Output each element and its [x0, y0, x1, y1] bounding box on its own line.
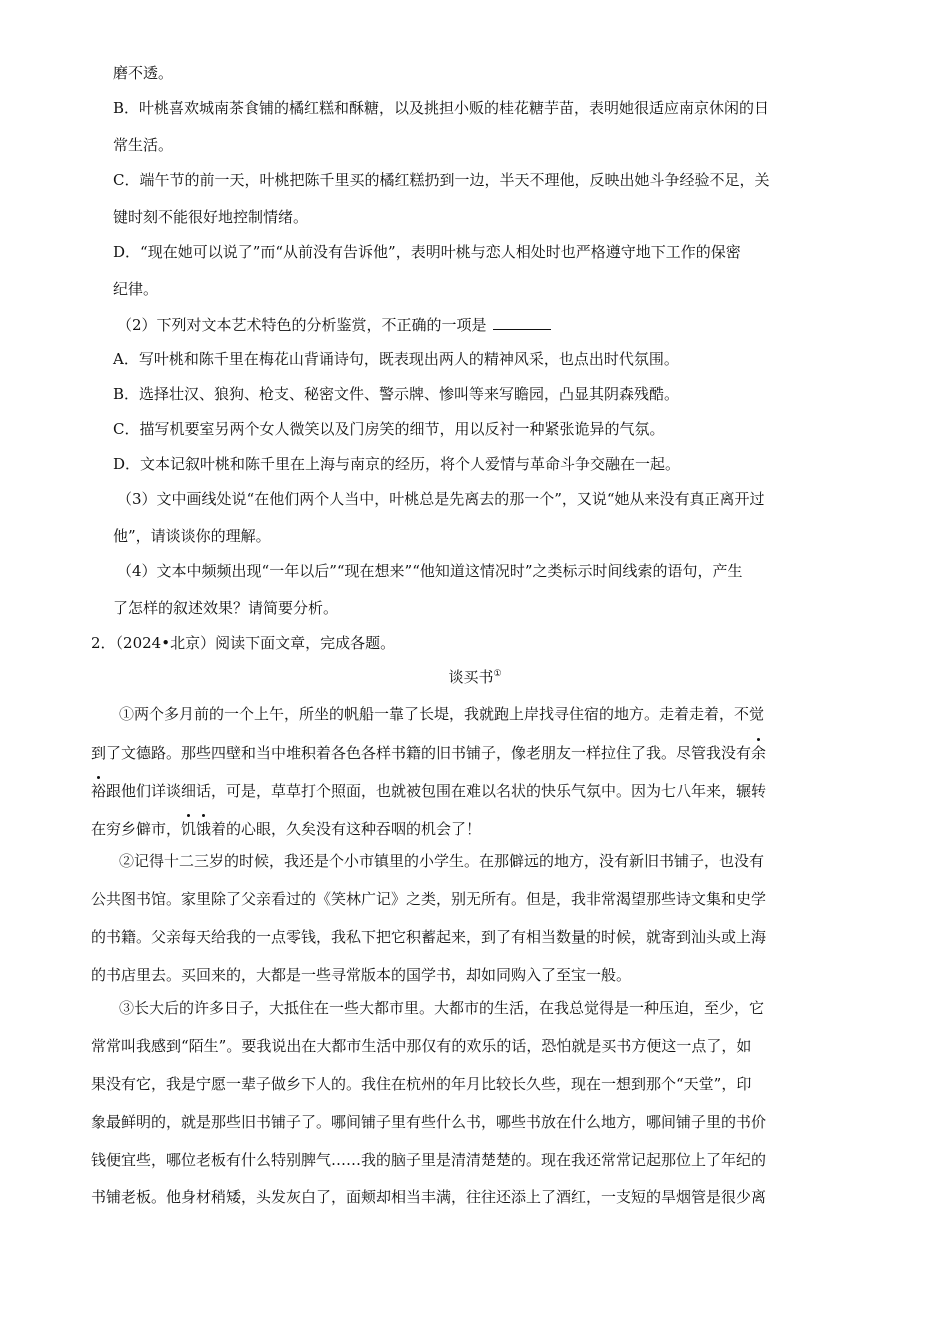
q4-line1: （4）文本中频频出现“一年以后”“现在想来”“他知道这情况时”之类标示时间线索的语句，产生: [117, 562, 743, 580]
article-title: [0, 666, 950, 688]
q3-line1: （3）文中画线处说“在他们两个人当中，叶桃总是先离去的那一个”，又说“她从来没有真正离开过: [117, 490, 765, 508]
q2-option-d: D．文本记叙叶桃和陈千里在上海与南京的经历，将个人爱情与革命斗争交融在一起。: [113, 455, 681, 473]
p3-line4: 象最鲜明的，就是那些旧书铺子了。哪间铺子里有些什么书，哪些书放在什么地方，哪间铺子里的书价: [91, 1113, 767, 1131]
p1-line3: [91, 780, 766, 802]
p3-line3: 果没有它，我是宁愿一辈子做乡下人的。我住在杭州的年月比较长久些，现在一想到那个“天堂”，印: [91, 1075, 752, 1093]
q4-line2: 了怎样的叙述效果？请简要分析。: [113, 599, 339, 617]
article-title-text: 谈买书: [448, 668, 494, 686]
q1-option-d-line2: 纪律。: [113, 280, 159, 298]
p1-line1: ①两个多月前的一个上午，所坐的帆船一靠了长堤，我就跑上岸找寻住宿的地方。走着走着，不觉: [119, 705, 765, 723]
p2-line1: ②记得十二三岁的时候，我还是个小市镇里的小学生。在那僻远的地方，没有新旧书铺子，也没有: [119, 852, 765, 870]
p3-line6: 书铺老板。他身材稍矮，头发灰白了，面颊却相当丰满，往往还添上了酒红，一支短的旱烟管是很少离: [91, 1188, 767, 1206]
q1-option-b-line2: 常生活。: [113, 136, 174, 154]
emphasis-dot-char: 裕: [91, 782, 107, 800]
p1-line4: [91, 818, 481, 840]
question-2-heading: 2．（2024•北京）阅读下面文章，完成各题。: [91, 634, 396, 652]
emphasis-dot-char: 余: [751, 744, 767, 762]
p1-line3-text: 跟他们详谈细话，可是，草草打个照面，也就被包围在难以名状的快乐气氛中。因为七八年来，辗转: [106, 782, 767, 800]
q1-option-b-line1: B．叶桃喜欢城南茶食铺的橘红糕和酥糖，以及挑担小贩的桂花糖芋苗，表明她很适应南京休闲的日: [113, 99, 770, 117]
footnote-marker: ①: [493, 669, 502, 679]
q1-option-b-tail: 磨不透。: [113, 64, 174, 82]
q2-option-b: B．选择壮汉、狼狗、枪支、秘密文件、警示牌、惨叫等来写瞻园，凸显其阴森残酷。: [113, 385, 680, 403]
p2-line3: 的书籍。父亲每天给我的一点零钱，我私下把它积蓄起来，到了有相当数量的时候，就寄到汕头或上海: [91, 928, 767, 946]
p2-line2: 公共图书馆。家里除了父亲看过的《笑林广记》之类，别无所有。但是，我非常渴望那些诗文集和史学: [91, 890, 767, 908]
q3-line2: 他”，请谈谈你的理解。: [113, 527, 271, 545]
q2-option-c: C．描写机要室另两个女人微笑以及门房笑的细节，用以反衬一种紧张诡异的气氛。: [113, 420, 665, 438]
q2-option-a: A．写叶桃和陈千里在梅花山背诵诗句，既表现出两人的精神风采，也点出时代氛围。: [113, 350, 679, 368]
p1-line4-text-b: 着的心眼，久矣没有这种吞咽的机会了！: [211, 820, 482, 838]
p1-line2: [91, 742, 766, 764]
p3-line5: 钱便宜些，哪位老板有什么特别脾气……我的脑子里是清清楚楚的。现在我还常常记起那位上了年纪的: [91, 1151, 767, 1169]
q1-option-c-line1: C．端午节的前一天，叶桃把陈千里买的橘红糕扔到一边，半天不理他，反映出她斗争经验不足，关: [113, 171, 770, 189]
p2-line4: 的书店里去。买回来的，大都是一些寻常版本的国学书，却如同购入了至宝一般。: [91, 966, 632, 984]
p3-line1: ③长大后的许多日子，大抵住在一些大都市里。大都市的生活，在我总觉得是一种压迫，至少，它: [119, 999, 765, 1017]
p1-line4-text-a: 在穷乡僻市，: [91, 820, 182, 838]
q1-option-d-line1: D．“现在她可以说了”而“从前没有告诉他”，表明叶桃与恋人相处时也严格遵守地下工作的保密: [113, 243, 741, 261]
q2-stem-text: （2）下列对文本艺术特色的分析鉴赏，不正确的一项是: [117, 316, 487, 334]
emphasis-dot-char: 饿: [196, 820, 212, 838]
p1-line2-text: 到了文德路。那些四壁和当中堆积着各色各样书籍的旧书铺子，像老朋友一样拉住了我。尽管我没有: [91, 744, 752, 762]
p3-line2: 常常叫我感到“陌生”。要我说出在大都市生活中那仅有的欢乐的话，恐怕就是买书方便这一点了，如: [91, 1037, 752, 1055]
emphasis-dot-char: 饥: [181, 820, 197, 838]
answer-blank[interactable]: [493, 313, 551, 330]
q1-option-c-line2: 键时刻不能很好地控制情绪。: [113, 208, 309, 226]
q2-stem: [117, 313, 551, 335]
